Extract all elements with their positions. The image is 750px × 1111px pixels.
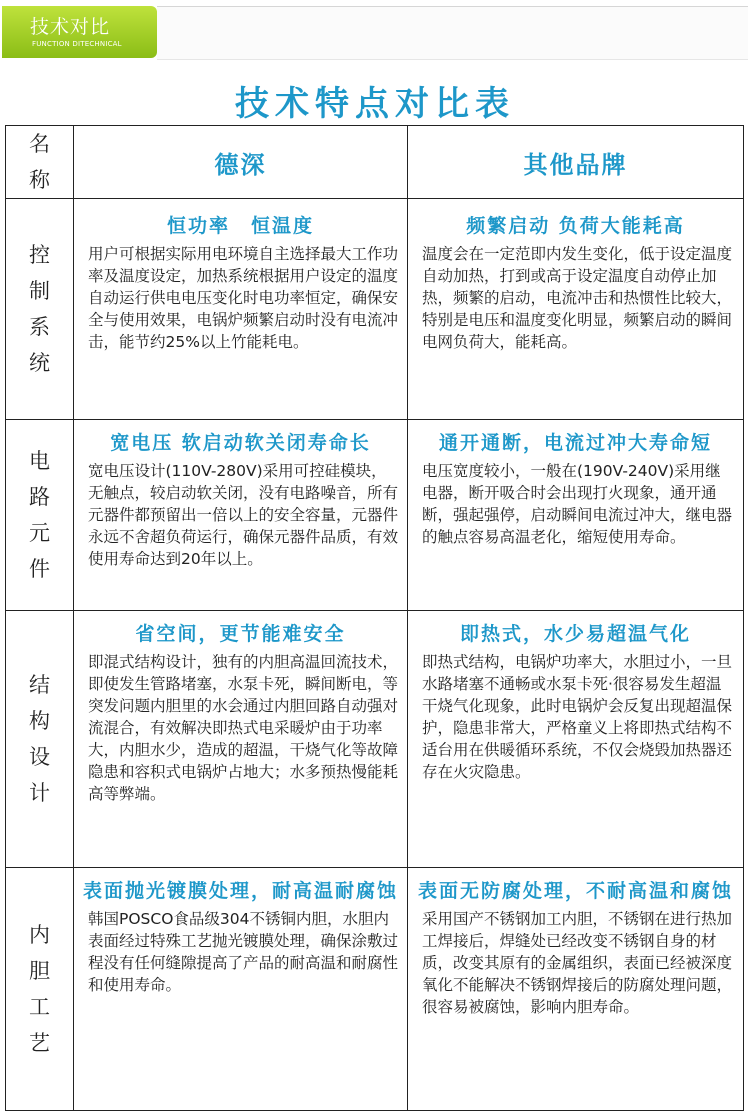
- table-row: [6, 611, 744, 868]
- table-row: [6, 420, 744, 611]
- row-name-char: 设: [29, 745, 50, 769]
- header-brand-a: 德深: [74, 126, 408, 199]
- header-brand-b: 其他品牌: [408, 126, 744, 199]
- table-row: [6, 199, 744, 420]
- brand-b-heading: 即热式，水少易超温气化: [459, 623, 691, 645]
- brand-b-cell: [408, 420, 744, 611]
- row-name-cell: [6, 420, 74, 611]
- brand-a-cell: [74, 868, 408, 1111]
- brand-b-cell: [408, 199, 744, 420]
- row-name-char: 结: [29, 673, 50, 697]
- row-name-char: 电: [29, 449, 50, 473]
- section-tag-title: 技术对比: [30, 16, 111, 38]
- row-name-char: 内: [29, 923, 50, 947]
- brand-b-description: 采用国产不锈钢加工内胆，不锈钢在进行热加工焊接后，焊缝处已经改变不锈钢自身的材质，改变其原有的金属组织，表面已经被深度氧化不能解决不锈钢焊接后的防腐处理问题，很容易被腐蚀，影响内胆寿命。: [422, 910, 733, 1016]
- row-name-char: 艺: [29, 1031, 50, 1055]
- table-header-row: [6, 126, 744, 199]
- brand-b-cell: [408, 611, 744, 868]
- brand-a-description: 宽电压设计(110V-280V)采用可控硅模块，无触点，较启动软关闭，没有电路噪音，所有元器件都预留出一倍以上的安全容量，元器件永远不舍超负荷运行，确保元器件品质，有效使用寿命达到20年以上。: [88, 462, 399, 568]
- section-tag-subtitle: FUNCTION DITECHNICAL: [32, 40, 122, 48]
- header-name-char: 名: [29, 132, 50, 156]
- header-name-cell: [6, 126, 74, 199]
- row-name-char: 路: [29, 485, 50, 509]
- row-name-cell: [6, 199, 74, 420]
- row-name-char: 系: [29, 315, 50, 339]
- brand-a-description: 即混式结构设计，独有的内胆高温回流技术，即使发生管路堵塞，水泵卡死，瞬间断电，等突发问题内胆里的水会通过内胆回路自动强对流混合，有效解决即热式电采暖炉由于功率大，内胆水少，造成的超温，干烧气化等故障隐患和容积式电锅炉占地大；水多预热慢能耗高等弊端。: [88, 653, 399, 803]
- row-name-char: 工: [29, 995, 50, 1019]
- header-name-char: 称: [29, 168, 50, 192]
- brand-a-description: 韩国POSCO食品级304不锈铜内胆，水胆内表面经过特殊工艺抛光镀膜处理，确保涂敷过程没有任何缝隙提高了产品的耐高温和耐腐性和使用寿命。: [88, 910, 399, 994]
- section-tag: [2, 6, 157, 58]
- row-name-char: 统: [29, 351, 50, 375]
- banner-rule: [157, 6, 748, 60]
- brand-b-description: 即热式结构，电锅炉功率大，水胆过小，一旦水路堵塞不通畅或水泵卡死·很容易发生超温干烧气化现象，此时电锅炉会反复出现超温保护，隐患非常大，严格童义上将即热式结构不适台用在供暖循环系统，不仅会烧毁加热器还存在火灾隐患。: [422, 653, 733, 781]
- row-name-char: 制: [29, 279, 50, 303]
- page-title: 技术特点对比表: [235, 84, 515, 124]
- brand-b-description: 温度会在一定范即内发生变化，低于设定温度自动加热，打到或高于设定温度自动停止加热，频繁的启动，电流冲击和热惯性比较大，特别是电压和温度变化明显，频繁启动的瞬间电网负荷大，能耗高。: [422, 245, 733, 351]
- row-name-char: 构: [29, 709, 50, 733]
- brand-a-description: 用户可根据实际用电环境自主选择最大工作功率及温度设定，加热系统根据用户设定的温度自动运行供电电压变化时电功率恒定，确保安全与使用效果，电锅炉频繁启动时没有电流冲击，能节约25%以上竹能耗电。: [88, 245, 399, 351]
- row-name-char: 控: [29, 243, 50, 267]
- brand-b-description: 电压宽度较小，一般在(190V-240V)采用继电器，断开吸合时会出现打火现象，通开通断，强起强停，启动瞬间电流过冲大，继电器的触点容易高温老化，缩短使用寿命。: [422, 462, 733, 546]
- brand-a-heading: 恒功率 恒温度: [166, 215, 314, 237]
- row-name-cell: [6, 868, 74, 1111]
- brand-b-heading: 通开通断，电流过冲大寿命短: [438, 432, 712, 454]
- brand-a-heading: 省空间，更节能难安全: [135, 623, 346, 645]
- brand-b-heading: 表面无防腐处理，不耐高温和腐蚀: [417, 880, 733, 902]
- brand-a-cell: [74, 420, 408, 611]
- row-name-char: 件: [29, 557, 50, 581]
- row-name-char: 计: [29, 781, 50, 805]
- row-name-char: 元: [29, 521, 50, 545]
- brand-a-cell: [74, 199, 408, 420]
- brand-b-cell: [408, 868, 744, 1111]
- brand-a-heading: 宽电压 软启动软关闭寿命长: [110, 432, 371, 454]
- brand-a-cell: [74, 611, 408, 868]
- comparison-table: [5, 125, 744, 1111]
- table-row: [6, 868, 744, 1111]
- brand-a-heading: 表面抛光镀膜处理，耐高温耐腐蚀: [82, 880, 398, 902]
- brand-b-heading: 频繁启动 负荷大能耗高: [466, 215, 685, 237]
- section-banner: [0, 6, 748, 58]
- row-name-cell: [6, 611, 74, 868]
- row-name-char: 胆: [29, 959, 50, 983]
